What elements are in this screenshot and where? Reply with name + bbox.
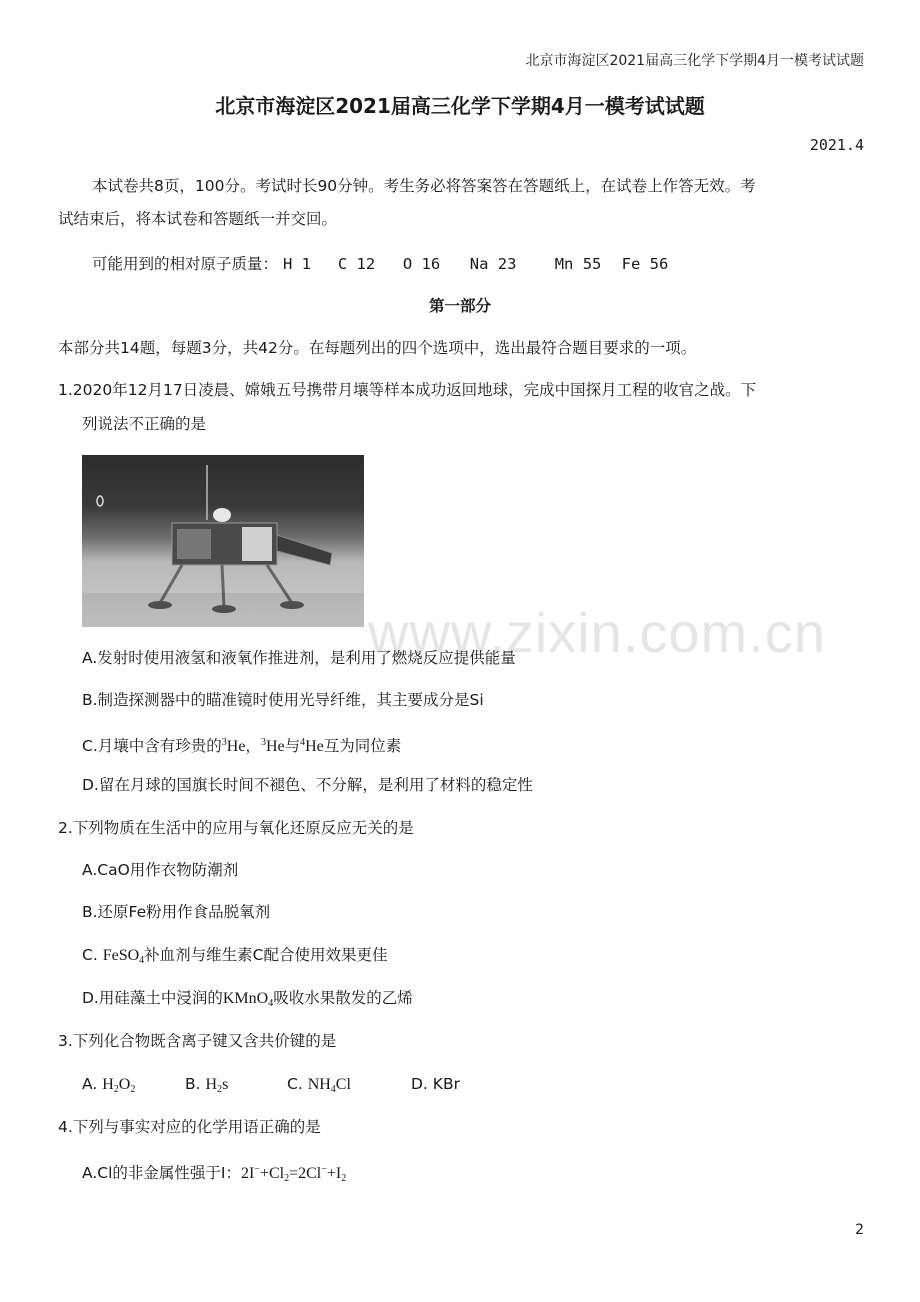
q3-option-b bbox=[185, 1074, 228, 1100]
q3-b-s1: 2 bbox=[217, 1084, 223, 1095]
q1-stem-line-1: 1.2020年12月17日凌晨、嫦娥五号携带月壤等样本成功返回地球，完成中国探月工程的收官之战。下 bbox=[58, 381, 757, 399]
q3-a-s1: 2 bbox=[113, 1084, 119, 1095]
q1-c-mass-4: 4 bbox=[300, 737, 306, 748]
mass-fe: Fe 56 bbox=[621, 255, 669, 273]
q1-c-with: 与 bbox=[284, 737, 301, 755]
q2-c-prefix: C. bbox=[82, 946, 103, 964]
q2-option-b: B.还原Fe粉用作食品脱氧剂 bbox=[82, 903, 271, 921]
q4-stem: 4.下列与事实对应的化学用语正确的是 bbox=[58, 1118, 321, 1136]
q1-c-prefix: C.月壤中含有珍贵的 bbox=[82, 737, 222, 755]
intro-line-1: 本试卷共8页，100分。考试时长90分钟。考生务必将答案答在答题纸上，在试卷上作答无效。考 bbox=[92, 177, 756, 195]
q3-option-d: D. KBr bbox=[411, 1075, 460, 1093]
q4-a-sup1: − bbox=[254, 1164, 260, 1175]
q4-a-prefix: A.Cl的非金属性强于I： bbox=[82, 1164, 241, 1182]
mass-o: O 16 bbox=[402, 255, 441, 273]
q4-a-eq1: 2I bbox=[240, 1165, 255, 1182]
q1-c-he-b: He bbox=[265, 738, 285, 755]
q3-option-c bbox=[287, 1074, 351, 1100]
chang-e-5-lander-photo bbox=[82, 455, 364, 627]
q3-a-f2: O bbox=[118, 1076, 131, 1093]
q3-a-f1: H bbox=[102, 1076, 114, 1093]
q2-stem: 2.下列物质在生活中的应用与氧化还原反应无关的是 bbox=[58, 819, 414, 837]
exam-date: 2021.4 bbox=[809, 136, 864, 154]
q1-c-mass-3: 3 bbox=[221, 737, 227, 748]
q4-a-eq4: +I bbox=[326, 1165, 342, 1182]
q3-a-label: A. bbox=[82, 1075, 103, 1093]
intro-line-2: 试结束后，将本试卷和答题纸一并交回。 bbox=[58, 210, 338, 228]
q2-c-suffix: 补血剂与维生素C配合使用效果更佳 bbox=[144, 946, 388, 964]
q3-c-f1: NH bbox=[307, 1076, 331, 1093]
lander-illustration bbox=[82, 455, 364, 627]
atomic-masses bbox=[92, 254, 668, 274]
q2-option-d bbox=[82, 988, 413, 1014]
q3-b-f1: H bbox=[205, 1076, 218, 1093]
page-title: 北京市海淀区2021届高三化学下学期4月一模考试试题 bbox=[215, 94, 705, 118]
q4-a-eq3: =2Cl bbox=[289, 1165, 322, 1182]
q1-option-d: D.留在月球的国旗长时间不褪色、不分解，是利用了材料的稳定性 bbox=[82, 776, 533, 794]
q3-c-f2: Cl bbox=[335, 1076, 351, 1093]
mass-c: C 12 bbox=[337, 255, 376, 273]
q4-a-sub2: 2 bbox=[284, 1173, 290, 1184]
mass-mn: Mn 55 bbox=[554, 255, 602, 273]
q1-option-b: B.制造探测器中的瞄准镜时使用光导纤维，其主要成分是Si bbox=[82, 691, 484, 709]
q4-a-sub4: 2 bbox=[341, 1173, 347, 1184]
q3-option-a bbox=[82, 1074, 135, 1100]
part-instructions: 本部分共14题，每题3分，共42分。在每题列出的四个选项中，选出最符合题目要求的一项。 bbox=[58, 339, 697, 357]
q2-d-sub: 4 bbox=[268, 998, 274, 1009]
mass-h: H 1 bbox=[282, 255, 311, 273]
q1-c-suffix: 互为同位素 bbox=[323, 737, 402, 755]
watermark: www.zixin.com.cn bbox=[368, 601, 826, 664]
part-heading: 第一部分 bbox=[428, 297, 491, 315]
q1-c-sep: ， bbox=[245, 737, 261, 755]
q3-c-label: C. bbox=[287, 1075, 308, 1093]
running-header: 北京市海淀区2021届高三化学下学期4月一模考试试题 bbox=[525, 53, 864, 69]
q1-c-mass-3b: 3 bbox=[260, 737, 266, 748]
q3-b-label: B. bbox=[185, 1075, 206, 1093]
q2-c-formula: FeSO bbox=[102, 947, 140, 964]
q4-option-a bbox=[82, 1160, 346, 1189]
q1-option-a: A.发射时使用液氢和液氧作推进剂，是利用了燃烧反应提供能量 bbox=[82, 649, 516, 667]
q2-d-formula: KMnO bbox=[222, 990, 269, 1007]
q3-c-s1: 4 bbox=[330, 1084, 336, 1095]
page-number: 2 bbox=[855, 1222, 864, 1238]
q1-c-he-c: He bbox=[305, 738, 324, 755]
mass-na: Na 23 bbox=[469, 255, 517, 273]
q1-c-he: He bbox=[226, 738, 246, 755]
q2-d-suffix: 吸收水果散发的乙烯 bbox=[273, 989, 413, 1007]
q2-option-c bbox=[82, 945, 387, 971]
q3-a-s2: 2 bbox=[130, 1084, 136, 1095]
q2-c-sub: 4 bbox=[139, 955, 145, 966]
q2-option-a: A.CaO用作衣物防潮剂 bbox=[82, 861, 239, 879]
q4-a-sup3: − bbox=[321, 1164, 327, 1175]
q4-a-eq2: +Cl bbox=[259, 1165, 285, 1182]
q3-stem: 3.下列化合物既含离子键又含共价键的是 bbox=[58, 1032, 337, 1050]
q2-d-prefix: D.用硅藻土中浸润的 bbox=[82, 989, 223, 1007]
atomic-masses-label: 可能用到的相对原子质量： bbox=[92, 255, 279, 273]
q3-b-f2: s bbox=[222, 1076, 229, 1093]
q1-stem-line-2: 列说法不正确的是 bbox=[82, 415, 207, 433]
q1-option-c bbox=[82, 733, 401, 757]
